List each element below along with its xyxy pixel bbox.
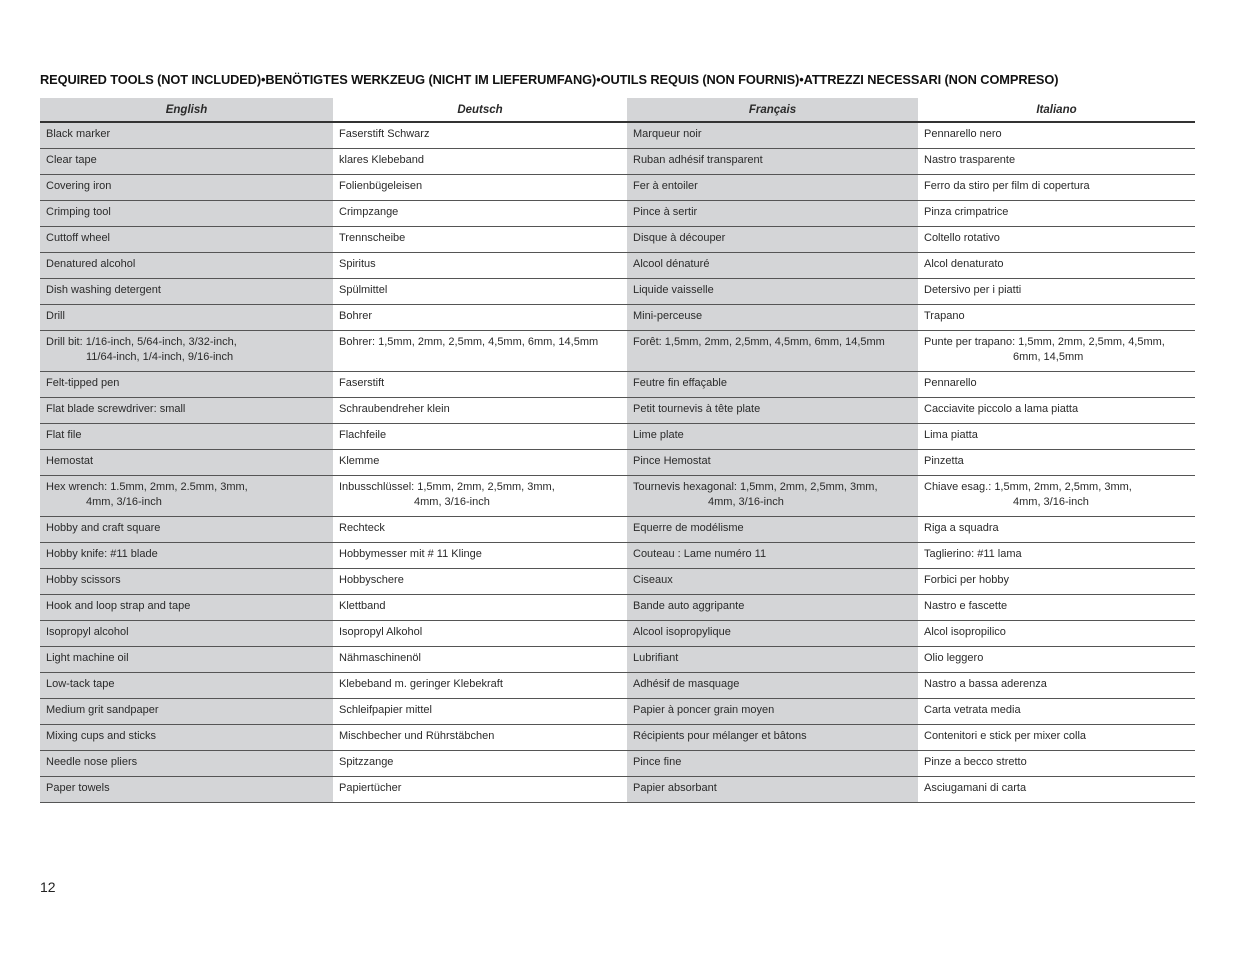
cell-english: Mixing cups and sticks: [40, 724, 333, 750]
cell-deutsch: Rechteck: [333, 516, 627, 542]
cell-deutsch: Folienbügeleisen: [333, 174, 627, 200]
cell-italiano: Lima piatta: [918, 423, 1195, 449]
cell-deutsch: Trennscheibe: [333, 226, 627, 252]
cell-francais: Equerre de modélisme: [627, 516, 918, 542]
cell-deutsch: Schleifpapier mittel: [333, 698, 627, 724]
table-row: [40, 620, 1195, 646]
cell-francais: Liquide vaisselle: [627, 278, 918, 304]
table-header-row: [40, 98, 1195, 122]
cell-line-1: Bohrer: 1,5mm, 2mm, 2,5mm, 4,5mm, 6mm, 14,5mm: [339, 335, 599, 348]
table-row: [40, 776, 1195, 802]
cell-italiano: Nastro a bassa aderenza: [918, 672, 1195, 698]
table-row: [40, 724, 1195, 750]
cell-line-2: 11/64-inch, 1/4-inch, 9/16-inch: [86, 350, 234, 363]
cell-english: Denatured alcohol: [40, 252, 333, 278]
cell-italiano: Taglierino: #11 lama: [918, 542, 1195, 568]
cell-deutsch: Flachfeile: [333, 423, 627, 449]
table-row: [40, 148, 1195, 174]
cell-italiano: Carta vetrata media: [918, 698, 1195, 724]
cell-deutsch: Crimpzange: [333, 200, 627, 226]
cell-italiano: Riga a squadra: [918, 516, 1195, 542]
cell-english: Light machine oil: [40, 646, 333, 672]
cell-italiano: [918, 330, 1195, 371]
cell-english: Clear tape: [40, 148, 333, 174]
cell-francais: Papier absorbant: [627, 776, 918, 802]
cell-deutsch: Klebeband m. geringer Klebekraft: [333, 672, 627, 698]
column-header-italiano: Italiano: [918, 98, 1195, 122]
cell-italiano: Asciugamani di carta: [918, 776, 1195, 802]
cell-francais: Lubrifiant: [627, 646, 918, 672]
table-row: [40, 750, 1195, 776]
cell-english: Covering iron: [40, 174, 333, 200]
cell-deutsch: Faserstift: [333, 371, 627, 397]
cell-francais: [627, 330, 918, 371]
cell-francais: Adhésif de masquage: [627, 672, 918, 698]
cell-deutsch: Hobbymesser mit # 11 Klinge: [333, 542, 627, 568]
cell-line-2: 4mm, 3/16-inch: [708, 495, 784, 508]
table-row: [40, 594, 1195, 620]
cell-english: Felt-tipped pen: [40, 371, 333, 397]
cell-italiano: Olio leggero: [918, 646, 1195, 672]
cell-line-2: 4mm, 3/16-inch: [86, 495, 162, 508]
cell-deutsch: Klemme: [333, 449, 627, 475]
cell-english: Crimping tool: [40, 200, 333, 226]
column-header-francais: Français: [627, 98, 918, 122]
cell-line-1: Drill bit: 1/16-inch, 5/64-inch, 3/32-inch,: [46, 335, 237, 348]
cell-english: Low-tack tape: [40, 672, 333, 698]
cell-italiano: Pinza crimpatrice: [918, 200, 1195, 226]
table-row: [40, 200, 1195, 226]
cell-deutsch: klares Klebeband: [333, 148, 627, 174]
table-body: [40, 122, 1195, 802]
table-row: [40, 672, 1195, 698]
table-row: [40, 568, 1195, 594]
cell-deutsch: Bohrer: [333, 304, 627, 330]
table-row: [40, 397, 1195, 423]
cell-english: Hobby scissors: [40, 568, 333, 594]
column-header-deutsch: Deutsch: [333, 98, 627, 122]
cell-francais: Alcool isopropylique: [627, 620, 918, 646]
cell-english: Needle nose pliers: [40, 750, 333, 776]
cell-english: Hobby knife: #11 blade: [40, 542, 333, 568]
cell-deutsch: Isopropyl Alkohol: [333, 620, 627, 646]
cell-francais: Mini-perceuse: [627, 304, 918, 330]
cell-deutsch: Nähmaschinenöl: [333, 646, 627, 672]
cell-deutsch: Hobbyschere: [333, 568, 627, 594]
cell-deutsch: Klettband: [333, 594, 627, 620]
cell-line-2: 6mm, 14,5mm: [1013, 350, 1084, 363]
cell-italiano: Ferro da stiro per film di copertura: [918, 174, 1195, 200]
cell-italiano: Pennarello: [918, 371, 1195, 397]
cell-italiano: Pinze a becco stretto: [918, 750, 1195, 776]
table-row: [40, 330, 1195, 371]
section-heading: REQUIRED TOOLS (NOT INCLUDED)•BENÖTIGTES WERKZEUG (NICHT IM LIEFERUMFANG)•OUTILS REQUIS (NON FOURNIS)•ATTREZZI NECESSARI (NON COMPRESO): [40, 72, 1059, 87]
cell-francais: Marqueur noir: [627, 122, 918, 148]
cell-deutsch: [333, 330, 627, 371]
cell-italiano: Trapano: [918, 304, 1195, 330]
cell-line-1: Forêt: 1,5mm, 2mm, 2,5mm, 4,5mm, 6mm, 14,5mm: [633, 335, 885, 348]
cell-francais: Bande auto aggripante: [627, 594, 918, 620]
cell-italiano: Alcol isopropilico: [918, 620, 1195, 646]
cell-line-1: Inbusschlüssel: 1,5mm, 2mm, 2,5mm, 3mm,: [339, 480, 555, 493]
cell-italiano: Contenitori e stick per mixer colla: [918, 724, 1195, 750]
cell-italiano: Nastro e fascette: [918, 594, 1195, 620]
cell-english: Black marker: [40, 122, 333, 148]
cell-deutsch: Mischbecher und Rührstäbchen: [333, 724, 627, 750]
cell-deutsch: Schraubendreher klein: [333, 397, 627, 423]
cell-line-1: Chiave esag.: 1,5mm, 2mm, 2,5mm, 3mm,: [924, 480, 1132, 493]
cell-francais: Couteau : Lame numéro 11: [627, 542, 918, 568]
cell-line-1: Tournevis hexagonal: 1,5mm, 2mm, 2,5mm, 3mm,: [633, 480, 878, 493]
cell-deutsch: Spitzzange: [333, 750, 627, 776]
cell-english: Hook and loop strap and tape: [40, 594, 333, 620]
cell-francais: Pince à sertir: [627, 200, 918, 226]
cell-deutsch: Papiertücher: [333, 776, 627, 802]
cell-italiano: Detersivo per i piatti: [918, 278, 1195, 304]
cell-deutsch: Spiritus: [333, 252, 627, 278]
cell-english: Isopropyl alcohol: [40, 620, 333, 646]
cell-francais: Disque à découper: [627, 226, 918, 252]
column-header-english: English: [40, 98, 333, 122]
cell-italiano: Nastro trasparente: [918, 148, 1195, 174]
cell-italiano: Coltello rotativo: [918, 226, 1195, 252]
table-row: [40, 122, 1195, 148]
table-row: [40, 698, 1195, 724]
cell-francais: Ruban adhésif transparent: [627, 148, 918, 174]
cell-francais: Pince fine: [627, 750, 918, 776]
table-row: [40, 304, 1195, 330]
cell-deutsch: [333, 475, 627, 516]
cell-line-1: Punte per trapano: 1,5mm, 2mm, 2,5mm, 4,5mm,: [924, 335, 1165, 348]
table-row: [40, 174, 1195, 200]
table-row: [40, 371, 1195, 397]
table-row: [40, 542, 1195, 568]
cell-italiano: Forbici per hobby: [918, 568, 1195, 594]
table-row: [40, 516, 1195, 542]
required-tools-table: [40, 98, 1195, 803]
cell-francais: Alcool dénaturé: [627, 252, 918, 278]
cell-italiano: [918, 475, 1195, 516]
cell-francais: Fer à entoiler: [627, 174, 918, 200]
cell-deutsch: Faserstift Schwarz: [333, 122, 627, 148]
cell-francais: [627, 475, 918, 516]
table-row: [40, 475, 1195, 516]
cell-english: Paper towels: [40, 776, 333, 802]
cell-francais: Lime plate: [627, 423, 918, 449]
cell-english: [40, 475, 333, 516]
cell-francais: Pince Hemostat: [627, 449, 918, 475]
cell-english: Flat file: [40, 423, 333, 449]
cell-english: Hemostat: [40, 449, 333, 475]
table-row: [40, 423, 1195, 449]
cell-francais: Feutre fin effaçable: [627, 371, 918, 397]
cell-line-2: 4mm, 3/16-inch: [414, 495, 490, 508]
table-row: [40, 252, 1195, 278]
cell-francais: Récipients pour mélanger et bâtons: [627, 724, 918, 750]
table-row: [40, 646, 1195, 672]
cell-francais: Papier à poncer grain moyen: [627, 698, 918, 724]
cell-francais: Petit tournevis à tête plate: [627, 397, 918, 423]
page-number: 12: [40, 879, 56, 895]
cell-line-2: 4mm, 3/16-inch: [1013, 495, 1089, 508]
table-row: [40, 449, 1195, 475]
cell-italiano: Pennarello nero: [918, 122, 1195, 148]
cell-english: Flat blade screwdriver: small: [40, 397, 333, 423]
cell-italiano: Cacciavite piccolo a lama piatta: [918, 397, 1195, 423]
cell-italiano: Alcol denaturato: [918, 252, 1195, 278]
cell-italiano: Pinzetta: [918, 449, 1195, 475]
cell-line-1: Hex wrench: 1.5mm, 2mm, 2.5mm, 3mm,: [46, 480, 248, 493]
cell-english: Drill: [40, 304, 333, 330]
cell-deutsch: Spülmittel: [333, 278, 627, 304]
cell-english: Cuttoff wheel: [40, 226, 333, 252]
cell-english: Hobby and craft square: [40, 516, 333, 542]
cell-english: Medium grit sandpaper: [40, 698, 333, 724]
table-row: [40, 226, 1195, 252]
cell-english: [40, 330, 333, 371]
cell-francais: Ciseaux: [627, 568, 918, 594]
table-row: [40, 278, 1195, 304]
cell-english: Dish washing detergent: [40, 278, 333, 304]
